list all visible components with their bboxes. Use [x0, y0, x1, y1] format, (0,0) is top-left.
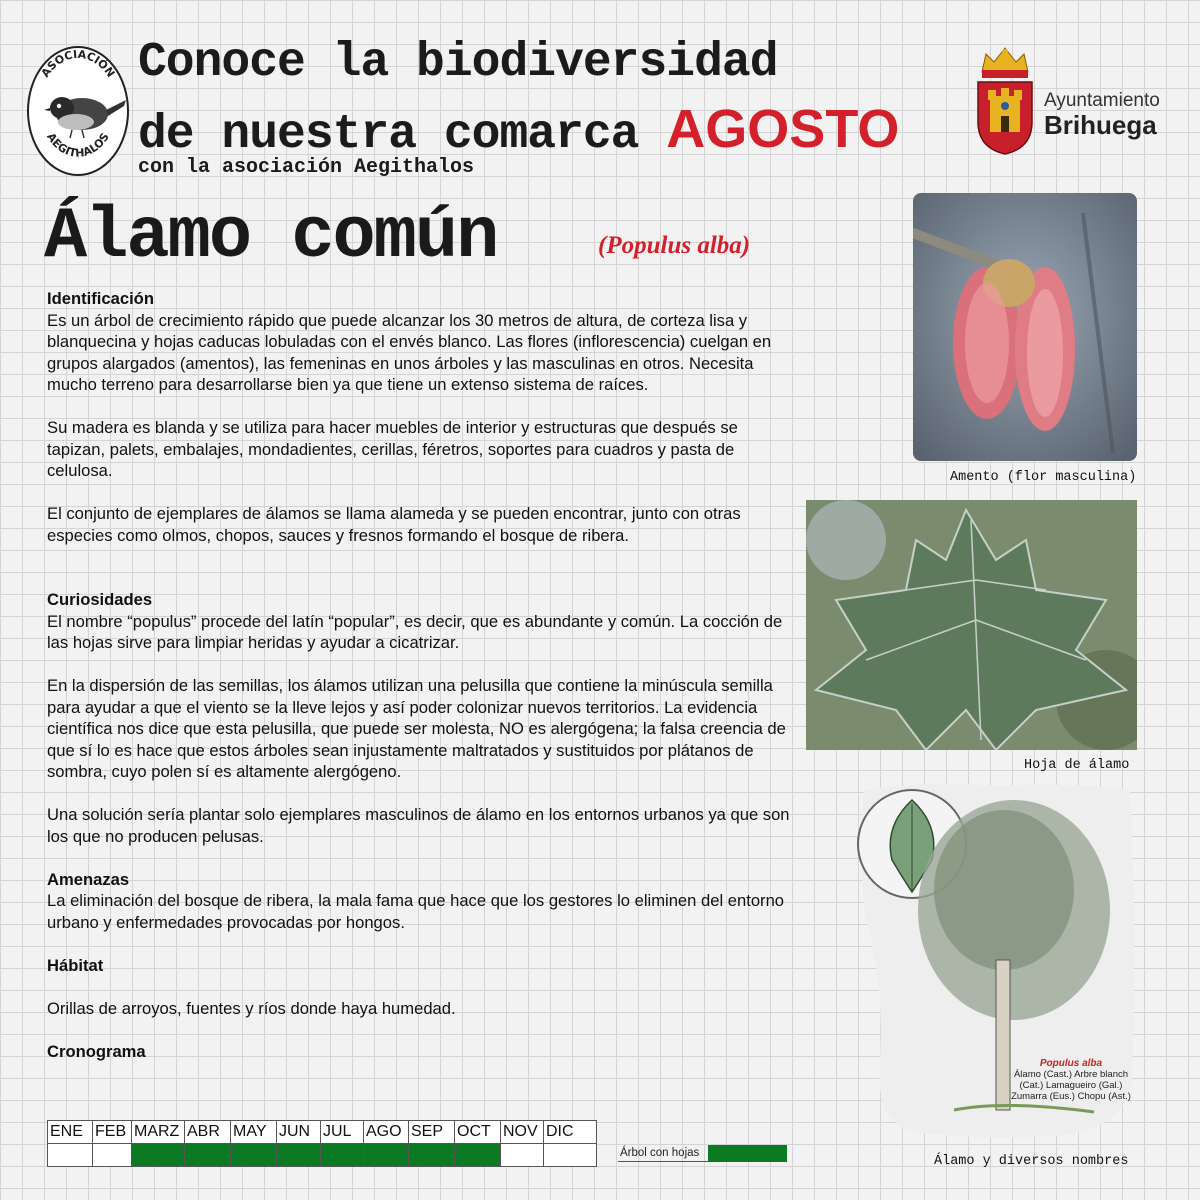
leaves-cell-ene [48, 1144, 93, 1167]
section-heading-habitat: Hábitat [47, 955, 104, 975]
month-cell-oct: OCT [455, 1121, 501, 1144]
leaves-cell-may [231, 1144, 277, 1167]
leaves-cell-dic [544, 1144, 597, 1167]
drawing-caption: Álamo y diversos nombres [934, 1154, 1129, 1169]
month-cell-dic: DIC [544, 1121, 597, 1144]
header-line-2 [138, 98, 899, 162]
catkin-caption: Amento (flor masculina) [950, 470, 1137, 485]
section-heading-curiosidades: Curiosidades [47, 590, 153, 609]
species-scientific-name: (Populus alba) [598, 232, 751, 259]
leaves-cell-nov [501, 1144, 544, 1167]
tree-names-line: Álamo (Cast.) Arbre blanch [1013, 1069, 1129, 1080]
tree-names-label [1008, 1058, 1134, 1102]
month-cell-jun: JUN [277, 1121, 321, 1144]
leaves-cell-abr [185, 1144, 231, 1167]
leaves-cell-sep [409, 1144, 455, 1167]
paragraph-habitat: Orillas de arroyos, fuentes y ríos donde haya humedad. [47, 998, 456, 1018]
header-line-2-prefix: de nuestra comarca [138, 108, 667, 162]
leaves-cell-jun [277, 1144, 321, 1167]
legend-underline [618, 1161, 708, 1162]
month-cell-may: MAY [231, 1121, 277, 1144]
legend-swatch [708, 1145, 787, 1162]
paragraph-curiosidades-3: Una solución sería plantar solo ejemplares masculinos de álamo en los entornos urbanos ya que son los que no producen pelusas. [47, 805, 790, 846]
section-heading-identificacion: Identificación [47, 289, 154, 308]
species-common-name: Álamo común [44, 196, 498, 278]
leaves-cell-oct [455, 1144, 501, 1167]
header-line-1: Conoce la biodiversidad [138, 36, 778, 90]
paragraph-identificacion-2: Su madera es blanda y se utiliza para hacer muebles de interior y estructuras que después se tapizan, palets, embalajes, mondadientes, cerillas, féretros, soportes para cuadros y pasta de celulosa. [47, 418, 738, 480]
month-label: AGOSTO [666, 99, 900, 159]
section-heading-cronograma: Cronograma [47, 1041, 146, 1061]
tree-names-title: Populus alba [1039, 1058, 1103, 1069]
month-cell-ago: AGO [364, 1121, 409, 1144]
tree-names-line: (Cat.) Lamagueiro (Gal.) [1019, 1080, 1123, 1091]
section-heading-amenazas: Amenazas [47, 869, 130, 889]
catkin-photo [913, 193, 1137, 461]
month-cell-ene: ENE [48, 1121, 93, 1144]
municipality-label: Ayuntamiento [1044, 90, 1160, 111]
leaves-cell-jul [321, 1144, 364, 1167]
paragraph-curiosidades-2: En la dispersión de las semillas, los álamos utilizan una pelusilla que contiene la minúscula semilla para ayudar a que el viento se la lleve lejos y así poder colonizar nuevos territorios. La evidencia científica nos dice que esta pelusilla, que puede ser molesta, NO es alergógena; la falsa creencia de que sí lo es hace que estos árboles sean injustamente maltratados y sustituidos por plátanos de sombra, cuyo polen sí es altamente alergógeno. [47, 676, 786, 781]
leaves-cell-feb [93, 1144, 132, 1167]
brihuega-coat-of-arms-icon [974, 44, 1036, 156]
month-cell-nov: NOV [501, 1121, 544, 1144]
municipality-name: Brihuega [1044, 110, 1157, 140]
description-body [47, 288, 792, 1062]
tree-names-line: Zumarra (Eus.) Chopu (Ast.) [1011, 1091, 1131, 1102]
paragraph-identificacion-3: El conjunto de ejemplares de álamos se llama alameda y se pueden encontrar, junto con otras especies como olmos, chopos, sauces y fresnos formando el bosque de ribera. [47, 504, 741, 545]
cronograma-table [47, 1120, 597, 1167]
logo-text-top: ASOCIACIÓN [38, 47, 118, 80]
header-subtitle: con la asociación Aegithalos [138, 156, 475, 179]
aegithalos-logo [26, 44, 130, 178]
legend-label: Árbol con hojas [620, 1147, 700, 1159]
month-cell-feb: FEB [93, 1121, 132, 1144]
paragraph-amenazas: La eliminación del bosque de ribera, la mala fama que hace que los gestores lo eliminen del entorno urbano y enfermedades provocadas por hongos. [47, 891, 785, 932]
month-cell-abr: ABR [185, 1121, 231, 1144]
paragraph-identificacion-1: Es un árbol de crecimiento rápido que puede alcanzar los 30 metros de altura, de corteza lisa y blanquecina y hojas caducas lobuladas con el envés blanco. Las flores (inflorescencia) cuelgan en grupos alargados (amentos), las femeninas en unos árboles y las masculinas en otros. Necesita mucho terreno para desarrollarse bien ya que tiene un extenso sistema de raíces. [47, 310, 772, 394]
month-cell-jul: JUL [321, 1121, 364, 1144]
months-row [48, 1121, 597, 1144]
leaves-row [48, 1144, 597, 1167]
leaves-cell-marz [132, 1144, 185, 1167]
month-cell-marz: MARZ [132, 1121, 185, 1144]
leaves-cell-ago [364, 1144, 409, 1167]
month-cell-sep: SEP [409, 1121, 455, 1144]
paragraph-curiosidades-1: El nombre “populus” procede del latín “popular”, es decir, que es abundante y común. La cocción de las hojas sirve para limpiar heridas y ayudar a cicatrizar. [47, 611, 783, 652]
leaf-caption: Hoja de álamo [1024, 758, 1130, 773]
leaf-photo [806, 500, 1137, 750]
logo-text-bottom: AEGITHALOS [44, 130, 112, 160]
